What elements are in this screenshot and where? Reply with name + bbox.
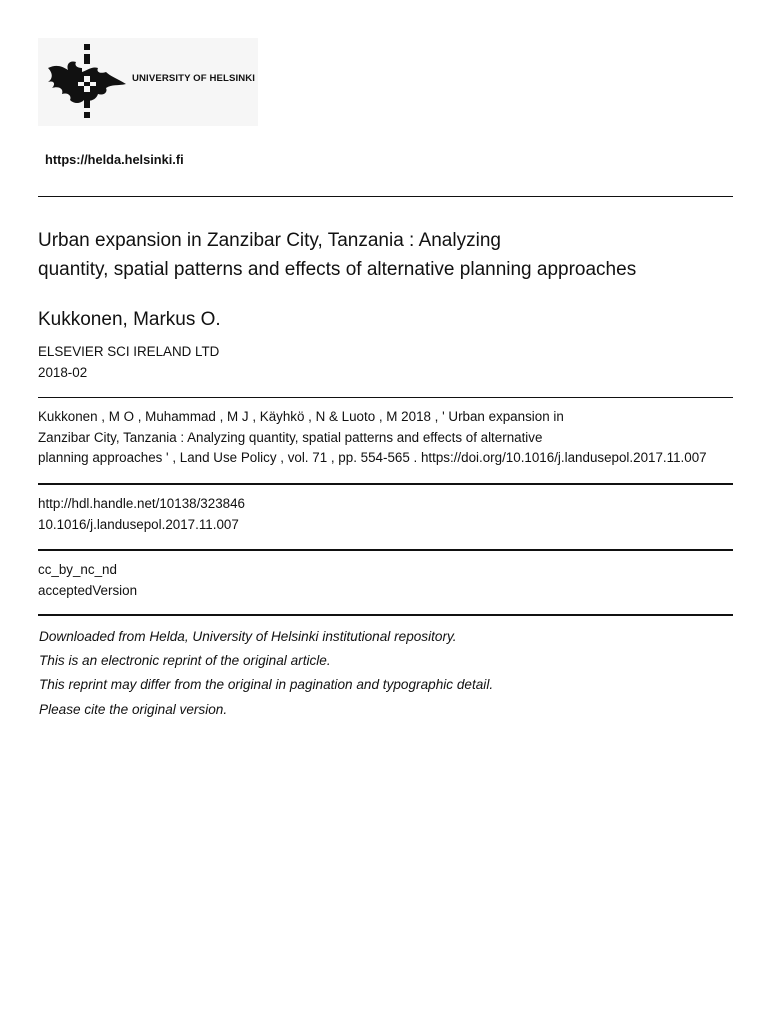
university-logo <box>38 38 258 126</box>
citation-line: Kukkonen , M O , Muhammad , M J , Käyhkö , N & Luoto , M 2018 , ' Urban expansion in <box>38 409 564 424</box>
author-name: Kukkonen, Markus O. <box>38 309 221 330</box>
notice-line: This is an electronic reprint of the original article. <box>39 653 331 669</box>
publication-info <box>38 342 219 383</box>
notice-line: Downloaded from Helda, University of Helsinki institutional repository. <box>39 629 457 644</box>
publication-date: 2018-02 <box>38 364 88 380</box>
notice-line: This reprint may differ from the original in pagination and typographic detail. <box>39 677 494 693</box>
title-line: Urban expansion in Zanzibar City, Tanzania : Analyzing <box>38 230 501 251</box>
license-type: cc_by_nc_nd <box>38 562 117 577</box>
title-line: quantity, spatial patterns and effects of alternative planning approaches <box>38 259 637 280</box>
logo-university-name: UNIVERSITY OF HELSINKI <box>132 73 256 84</box>
publisher: ELSEVIER SCI IRELAND LTD <box>38 344 220 359</box>
divider-notice <box>38 614 733 616</box>
divider-citation <box>38 397 733 398</box>
divider-license <box>38 549 733 551</box>
helsinki-flame-logo-icon <box>44 42 134 122</box>
notice-line: Please cite the original version. <box>39 701 228 717</box>
citation-block <box>38 407 707 469</box>
article-title <box>38 226 738 284</box>
divider-identifiers <box>38 483 733 485</box>
citation-line: Zanzibar City, Tanzania : Analyzing quantity, spatial patterns and effects of alternative <box>38 429 543 445</box>
version-type: acceptedVersion <box>38 582 138 598</box>
repository-notice <box>39 625 493 722</box>
handle-link[interactable]: http://hdl.handle.net/10138/323846 <box>38 496 245 511</box>
doi-text: 10.1016/j.landusepol.2017.11.007 <box>38 516 239 532</box>
citation-line[interactable]: planning approaches ' , Land Use Policy , vol. 71 , pp. 554-565 . https://doi.org/10.1016/j.landusepol.2017.11.007 <box>38 450 707 465</box>
repository-url-link[interactable]: https://helda.helsinki.fi <box>45 152 184 167</box>
license-block <box>38 560 137 601</box>
divider-top <box>38 196 733 197</box>
identifiers-block <box>38 494 245 535</box>
